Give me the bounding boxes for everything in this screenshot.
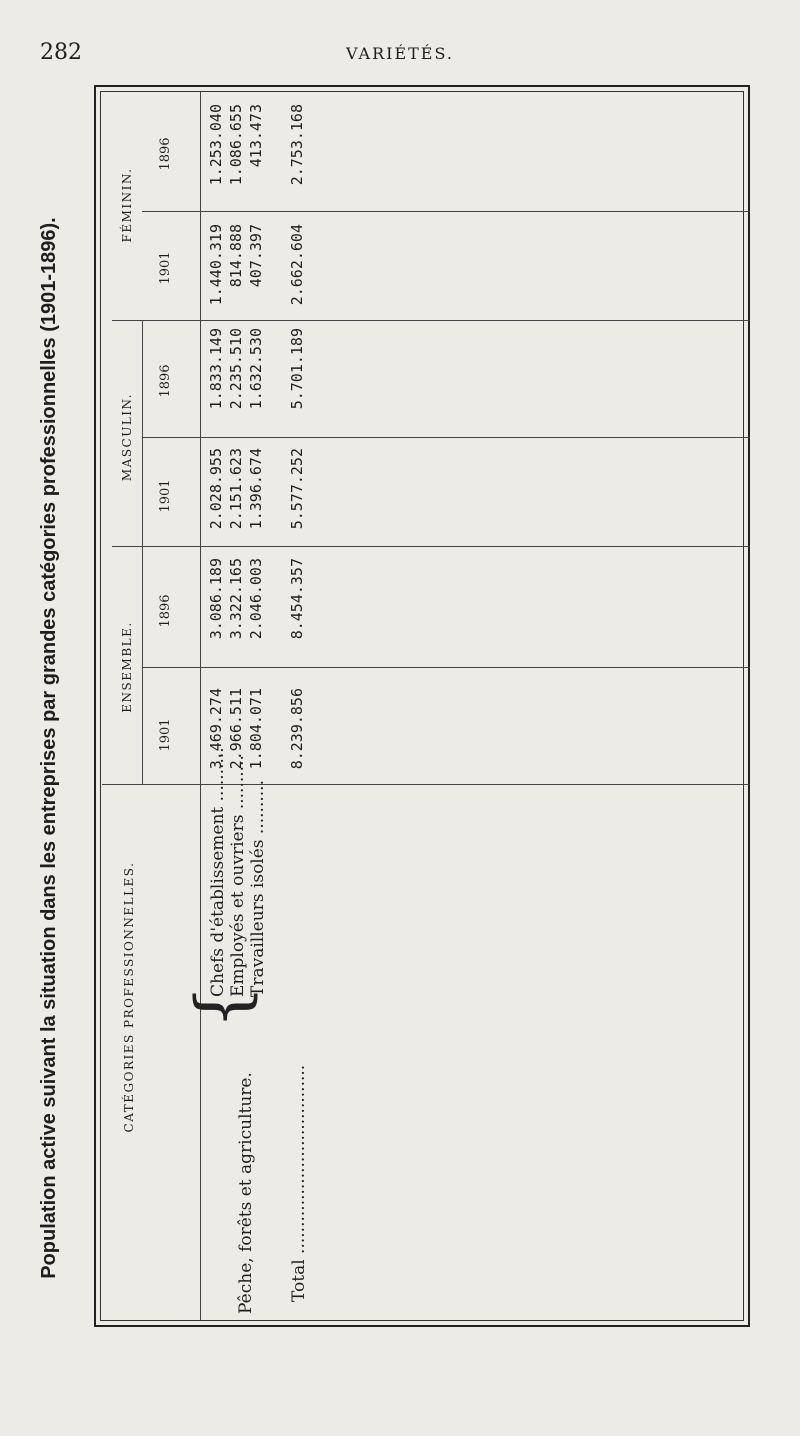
header-feminin: FÉMININ. [120, 167, 134, 243]
col-rule-sex-2 [112, 320, 750, 321]
value-cell: 1.086.655 [227, 104, 245, 186]
running-title: VARIÉTÉS. [346, 44, 454, 63]
table-inner-border [100, 91, 744, 1321]
page-number: 282 [40, 40, 82, 65]
header-year-1896: 1896 [158, 364, 173, 398]
value-cell: 1.440.319 [207, 224, 225, 306]
value-cell: 1.833.149 [207, 328, 225, 410]
value-cell: 3.322.165 [227, 558, 245, 640]
value-cell: 2.151.623 [227, 448, 245, 530]
year-rule-1 [142, 437, 750, 438]
value-cell: 1.804.071 [247, 688, 265, 770]
header-year-1901: 1901 [158, 479, 173, 513]
header-bottom-rule [200, 92, 201, 1320]
value-cell: 407.397 [247, 224, 265, 288]
total-cell: 5.577.252 [288, 448, 306, 530]
header-ensemble: ENSEMBLE. [120, 621, 134, 713]
header-categories: CATÉGORIES PROFESSIONNELLES. [122, 861, 136, 1133]
row-label: Chefs d'établissement .......... [208, 747, 228, 997]
running-head [0, 0, 800, 80]
value-cell: 1.253.040 [207, 104, 225, 186]
value-cell: 1.632.530 [247, 328, 265, 410]
value-cell: 413.473 [247, 104, 265, 168]
year-rule-0 [142, 667, 750, 668]
brace-peche: { [181, 984, 263, 1030]
total-cell: 5.701.189 [288, 328, 306, 410]
total-cell: 8.454.357 [288, 558, 306, 640]
group-label-peche: Pêche, forêts et agriculture. [236, 1072, 256, 1314]
total-cell: 2.662.604 [288, 224, 306, 306]
col-rule-categories [102, 784, 750, 785]
header-masculin: MASCULIN. [120, 392, 134, 482]
header-year-1901: 1901 [158, 718, 173, 752]
header-year-1896: 1896 [158, 594, 173, 628]
value-cell: 814.888 [227, 224, 245, 288]
value-cell: 3.469.274 [207, 688, 225, 770]
value-cell: 1.396.674 [247, 448, 265, 530]
value-cell: 3.086.189 [207, 558, 225, 640]
value-cell: 2.966.511 [227, 688, 245, 770]
header-year-1896: 1896 [158, 137, 173, 171]
value-cell: 2.028.955 [207, 448, 225, 530]
total-label: Total ................................... [289, 1064, 309, 1302]
statistics-table [94, 85, 750, 1327]
value-cell: 2.235.510 [227, 328, 245, 410]
year-rule-last [142, 211, 750, 212]
total-cell: 8.239.856 [288, 688, 306, 770]
row-label: Travailleurs isolés .......... [248, 780, 268, 997]
header-year-1901: 1901 [158, 251, 173, 285]
row-label: Employés et ouvriers .......... [228, 755, 248, 997]
total-cell: 2.753.168 [288, 104, 306, 186]
sex-subheader-rule [142, 320, 143, 784]
table-title: Population active suivant la situation dans les entreprises par grandes catégories professionnelles (1901-1896). [38, 217, 60, 1279]
col-rule-sex-1 [112, 546, 750, 547]
value-cell: 2.046.003 [247, 558, 265, 640]
